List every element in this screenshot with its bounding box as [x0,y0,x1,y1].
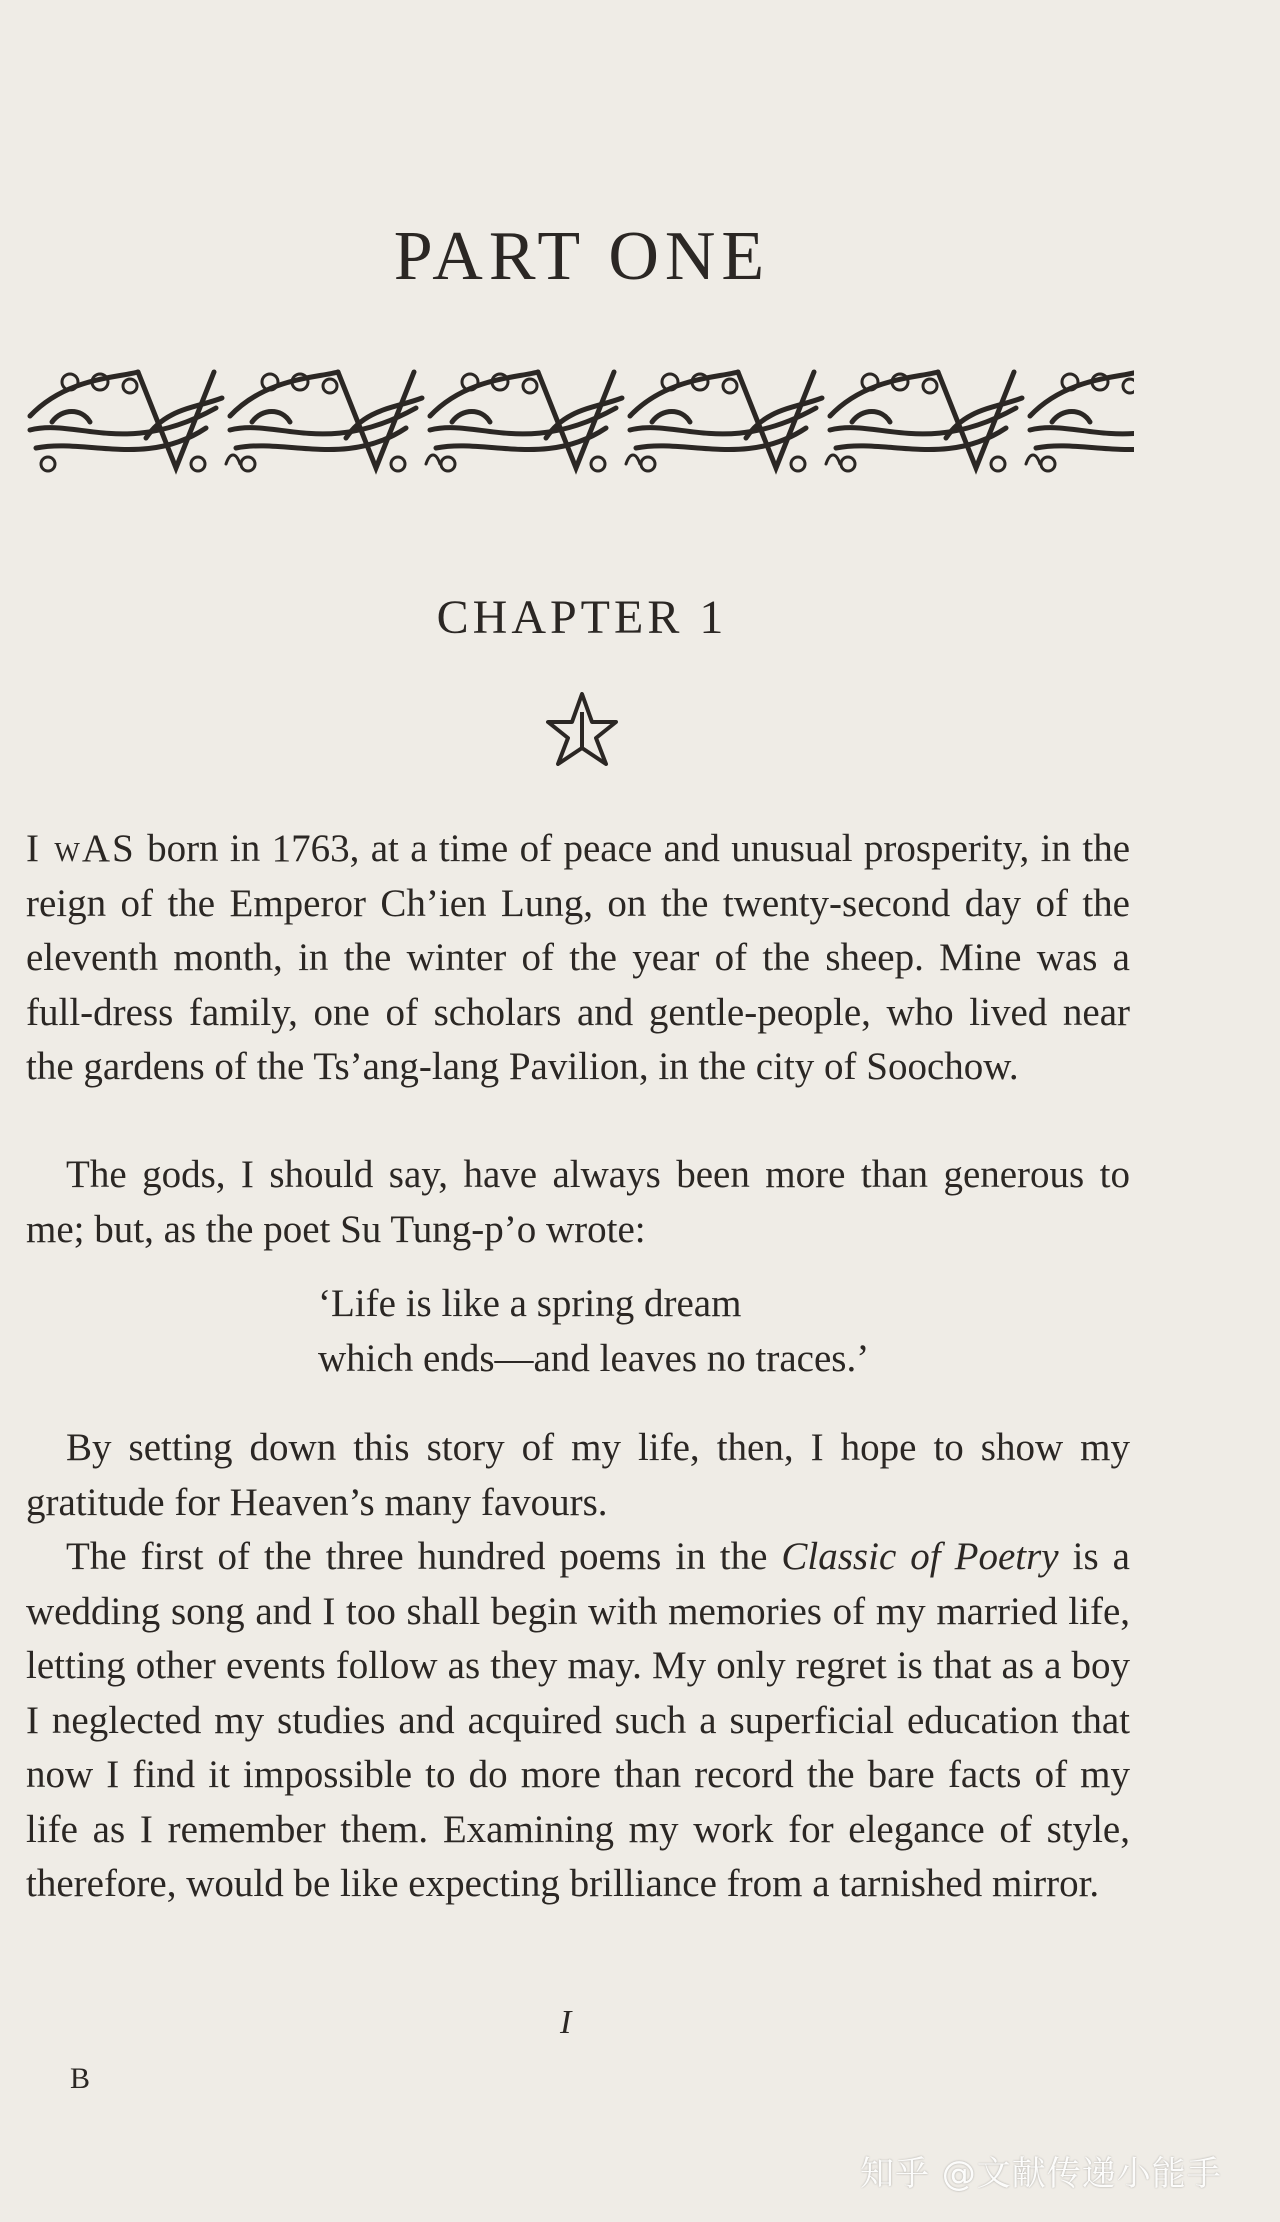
paragraph-3: By setting down this story of my life, then, I hope to show my gratitude for Heaven’s many favours. [26,1426,1130,1524]
floral-vine-border-icon [26,368,1134,476]
paragraph-1-text: born in 1763, at a time of peace and unusual prosperity, in the reign of the Emperor Ch’ien Lung, on the twenty-second day of the eleventh month, in the winter of the year of the sheep. Mine was a full-dress family, one of scholars and gentle-people, who lived near the gardens of the Ts’ang-lang Pavilion, in the city of Soochow. [26,827,1130,1088]
paragraph-2: The gods, I should say, have always been more than generous to me; but, as the poet Su Tung-p’o wrote: [26,1153,1130,1251]
watermark: 知乎 @文献传递小能手 [860,2154,1222,2194]
part-title: PART ONE [393,218,771,295]
chapter-title: CHAPTER 1 [436,591,728,644]
paragraph-4-text-cont: is a wedding song and I too shall begin with memories of my married life, letting other events follow as they may. My only regret is that as a boy I neglected my studies and acquired such a superficial education that now I find it impossible to do more than record the bare facts of my life as I remember them. Examining my work for elegance of style, therefore, would be like expecting brilliance from a tarnished mirror. [26,1535,1130,1905]
verse-quote [318,1277,869,1386]
paragraph-1 [26,822,1130,1095]
signature-mark: B [70,2062,91,2095]
page-number: I [560,2004,572,2041]
verse-line: ‘Life is like a spring dream [318,1282,742,1325]
book-title: Classic of Poetry [781,1535,1059,1578]
verse-line: which ends—and leaves no traces.’ [318,1336,870,1380]
paragraph-4-text: The first of the three hundred poems in the [66,1535,782,1578]
opening-words: I wAS [26,827,136,870]
paragraph-4 [26,1530,1130,1912]
six-point-star-icon [546,692,618,766]
